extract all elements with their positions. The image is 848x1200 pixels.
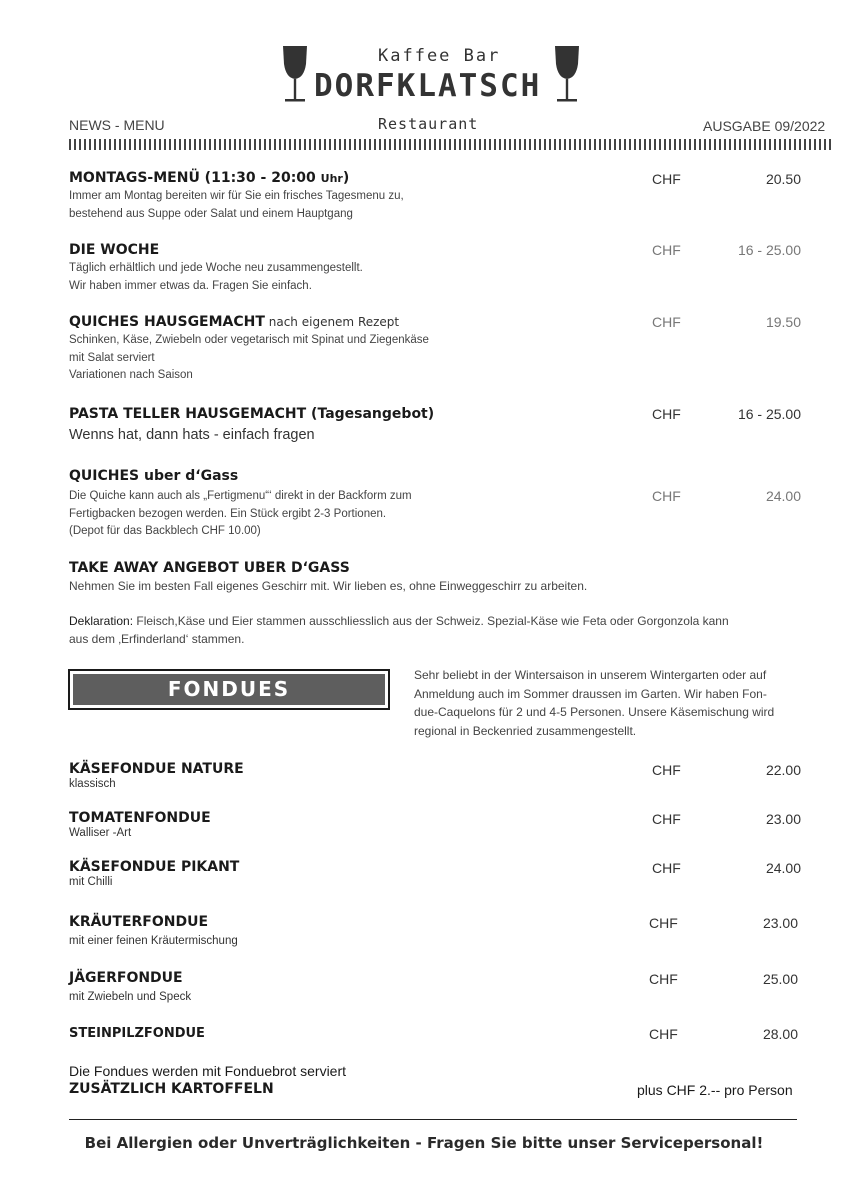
extra-potatoes-price: plus CHF 2.-- pro Person [637, 1082, 793, 1098]
wine-glass-right-icon [552, 44, 582, 104]
fondue-currency: CHF [652, 811, 681, 827]
item-title-quiches-gass: QUICHES uber d‘Gass [69, 468, 239, 484]
fondue-price: 28.00 [762, 1026, 798, 1042]
footer-divider [69, 1119, 797, 1120]
fondue-currency: CHF [649, 971, 678, 987]
fondue-sub: mit Chilli [69, 876, 113, 888]
fondue-name: JÄGERFONDUE [69, 970, 183, 986]
item-price: 24.00 [765, 488, 801, 504]
fondue-price: 23.00 [762, 915, 798, 931]
item-desc-quiches-gass: Die Quiche kann auch als „Fertigmenu“‘ direkt in der Backform zum Fertigbacken bezogen werden. Ein Stück ergibt 2-3 Portionen. (Depot für das Backblech CHF 10.00) [69, 490, 412, 537]
take-away-desc: Nehmen Sie im besten Fall eigenes Geschirr mit. Wir lieben es, ohne Einweggeschirr zu arbeiten. [69, 579, 588, 593]
fondue-currency: CHF [652, 860, 681, 876]
item-desc-woche: Täglich erhältlich und jede Woche neu zusammengestellt. Wir haben immer etwas da. Fragen Sie einfach. [69, 262, 363, 292]
fondue-name: TOMATENFONDUE [69, 810, 211, 826]
item-price: 16 - 25.00 [737, 406, 801, 422]
fondues-banner [68, 669, 390, 710]
item-title-woche: DIE WOCHE [69, 242, 160, 258]
item-desc-montag: Immer am Montag bereiten wir für Sie ein frisches Tagesmenu zu, bestehend aus Suppe oder Salat und einem Hauptgang [69, 190, 404, 220]
item-price: 16 - 25.00 [737, 242, 801, 258]
item-currency: CHF [652, 314, 681, 330]
fondue-name: KRÄUTERFONDUE [69, 914, 209, 930]
fondue-currency: CHF [649, 915, 678, 931]
item-currency: CHF [652, 171, 681, 187]
item-currency: CHF [652, 242, 681, 258]
fondues-intro: Sehr beliebt in der Wintersaison in unserem Wintergarten oder auf Anmeldung auch im Sommer draussen im Garten. Wir haben Fon- due-Caquelons für 2 und 4-5 Personen. Unsere Käsemischung wird regional in Beckenried zusammengestellt. [414, 668, 775, 738]
item-title-pasta: PASTA TELLER HAUSGEMACHT (Tagesangebot) [69, 406, 435, 422]
news-menu-label: NEWS - MENU [69, 117, 165, 133]
item-desc-pasta: Wenns hat, dann hats - einfach fragen [69, 427, 315, 443]
item-title-quiches: QUICHES HAUSGEMACHT nach eigenem Rezept [69, 314, 400, 330]
item-currency: CHF [652, 488, 681, 504]
declaration-label: Deklaration: [69, 614, 134, 628]
restaurant-label: Restaurant [378, 115, 479, 133]
fondue-name: KÄSEFONDUE PIKANT [69, 859, 240, 875]
fondue-sub: klassisch [69, 778, 116, 790]
fondue-name: STEINPILZFONDUE [69, 1026, 205, 1041]
item-price: 19.50 [765, 314, 801, 330]
tick-divider [69, 139, 831, 150]
kaffee-bar-label: Kaffee Bar [378, 46, 501, 66]
fondue-price: 22.00 [765, 762, 801, 778]
brand-title: DORFKLATSCH [314, 68, 542, 104]
item-title-montag: MONTAGS-MENÜ (11:30 - 20:00 Uhr) [69, 170, 350, 186]
fondue-served-note: Die Fondues werden mit Fonduebrot serviert [69, 1063, 347, 1079]
allergy-footer: Bei Allergien oder Unverträglichkeiten - Fragen Sie bitte unser Servicepersonal! [84, 1134, 764, 1152]
fondue-price: 25.00 [762, 971, 798, 987]
wine-glass-left-icon [280, 44, 310, 104]
fondue-currency: CHF [649, 1026, 678, 1042]
fondue-sub: Walliser -Art [69, 827, 132, 839]
extra-potatoes-label: ZUSÄTZLICH KARTOFFELN [69, 1081, 274, 1097]
fondue-sub: mit Zwiebeln und Speck [69, 991, 192, 1003]
item-price: 20.50 [765, 171, 801, 187]
declaration: Deklaration: Fleisch,Käse und Eier stammen ausschliesslich aus der Schweiz. Spezial-Käse wie Feta oder Gorgonzola kann aus dem ‚Erfinderland‘ stammen. [69, 614, 729, 646]
fondue-sub: mit einer feinen Kräutermischung [69, 935, 238, 947]
fondue-price: 24.00 [765, 860, 801, 876]
item-currency: CHF [652, 406, 681, 422]
fondue-currency: CHF [652, 762, 681, 778]
fondues-banner-label: FONDUES [73, 674, 385, 705]
issue-label: AUSGABE 09/2022 [703, 118, 826, 134]
take-away-title: TAKE AWAY ANGEBOT UBER D‘GASS [69, 560, 350, 576]
fondue-price: 23.00 [765, 811, 801, 827]
item-desc-quiches: Schinken, Käse, Zwiebeln oder vegetarisch mit Spinat und Ziegenkäse mit Salat serviert Variationen nach Saison [69, 334, 429, 381]
fondue-name: KÄSEFONDUE NATURE [69, 761, 244, 777]
